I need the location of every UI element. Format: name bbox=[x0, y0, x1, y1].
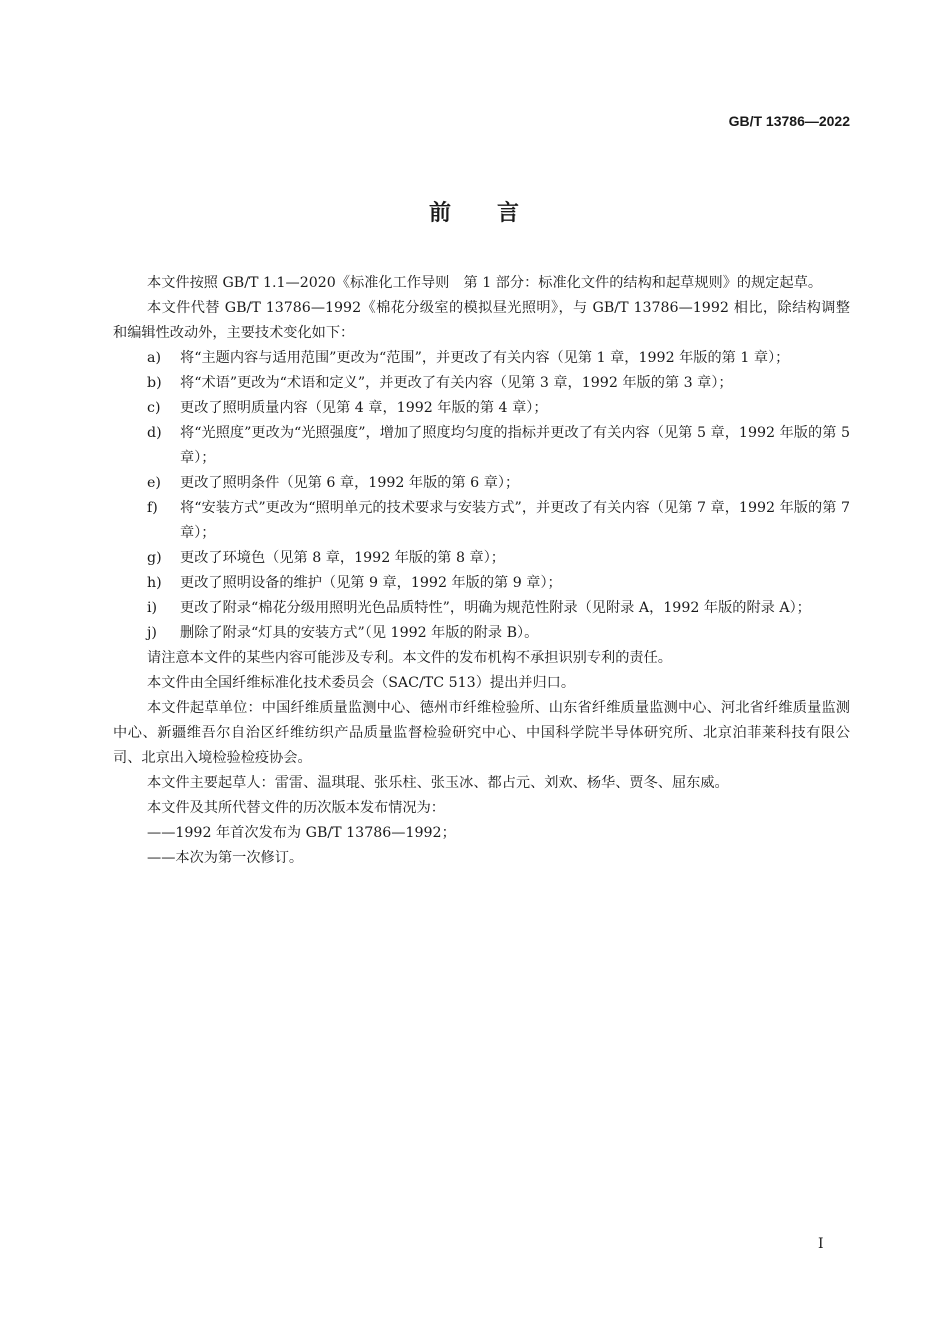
list-label: j) bbox=[147, 625, 157, 641]
paragraph: ——本次为第一次修订。 bbox=[147, 850, 304, 866]
list-item bbox=[113, 371, 850, 396]
list-item bbox=[113, 471, 850, 496]
list-item bbox=[113, 421, 850, 471]
list-label: b) bbox=[147, 375, 162, 391]
list-label: c) bbox=[147, 400, 161, 416]
list-text: 将“术语”更改为“术语和定义”，并更改了有关内容（见第 3 章，1992 年版的第 3 章）； bbox=[180, 375, 733, 391]
list-text: 将“主题内容与适用范围”更改为“范围”，并更改了有关内容（见第 1 章，1992 年版的第 1 章）； bbox=[180, 350, 790, 366]
page-title bbox=[0, 196, 950, 227]
list-item bbox=[113, 596, 850, 621]
document-number: GB/T 13786—2022 bbox=[728, 113, 850, 129]
list-text: 更改了照明质量内容（见第 4 章，1992 年版的第 4 章）； bbox=[180, 400, 548, 416]
list-text: 将“光照度”更改为“光照强度”，增加了照度均匀度的指标并更改了有关内容（见第 5 章，1992 年版的第 5 章）； bbox=[180, 425, 850, 466]
list-item bbox=[113, 571, 850, 596]
list-text: 将“安装方式”更改为“照明单元的技术要求与安装方式”，并更改了有关内容（见第 7 章，1992 年版的第 7 章）； bbox=[180, 500, 850, 541]
list-label: d) bbox=[147, 425, 162, 441]
paragraph: 请注意本文件的某些内容可能涉及专利。本文件的发布机构不承担识别专利的责任。 bbox=[147, 650, 672, 666]
list-label: e) bbox=[147, 475, 161, 491]
paragraph: 本文件及其所代替文件的历次版本发布情况为： bbox=[147, 800, 445, 816]
paragraph: 本文件由全国纤维标准化技术委员会（SAC/TC 513）提出并归口。 bbox=[147, 675, 576, 691]
list-label: h) bbox=[147, 575, 162, 591]
list-text: 更改了环境色（见第 8 章，1992 年版的第 8 章）； bbox=[180, 550, 505, 566]
list-text: 更改了附录“棉花分级用照明光色品质特性”，明确为规范性附录（见附录 A，1992 年版的附录 A）； bbox=[180, 600, 811, 616]
list-label: f) bbox=[147, 500, 158, 516]
list-item bbox=[113, 396, 850, 421]
list-text: 更改了照明设备的维护（见第 9 章，1992 年版的第 9 章）； bbox=[180, 575, 562, 591]
list-item bbox=[113, 346, 850, 371]
list-item bbox=[113, 546, 850, 571]
foreword-body bbox=[113, 271, 850, 871]
list-text: 更改了照明条件（见第 6 章，1992 年版的第 6 章）； bbox=[180, 475, 520, 491]
changes-list bbox=[113, 346, 850, 646]
list-label: g) bbox=[147, 550, 162, 566]
paragraph: 本文件代替 GB/T 13786—1992《棉花分级室的模拟昼光照明》，与 GB/T 13786—1992 相比，除结构调整和编辑性改动外，主要技术变化如下： bbox=[113, 300, 850, 341]
title-char: 言 bbox=[497, 200, 522, 226]
title-char: 前 bbox=[428, 200, 453, 226]
page-number: I bbox=[818, 1236, 824, 1252]
list-item bbox=[113, 621, 850, 646]
paragraph: 本文件按照 GB/T 1.1—2020《标准化工作导则 第 1 部分：标准化文件的结构和起草规则》的规定起草。 bbox=[147, 275, 823, 291]
list-text: 删除了附录“灯具的安装方式”（见 1992 年版的附录 B）。 bbox=[180, 625, 539, 641]
paragraph: 本文件起草单位：中国纤维质量监测中心、德州市纤维检验所、山东省纤维质量监测中心、河北省纤维质量监测中心、新疆维吾尔自治区纤维纺织产品质量监督检验研究中心、中国科学院半导体研究所、北京泊菲莱科技有限公司、北京出入境检验检疫协会。 bbox=[113, 700, 850, 766]
list-label: a) bbox=[147, 350, 161, 366]
paragraph: 本文件主要起草人：雷雷、温琪琨、张乐柱、张玉冰、都占元、刘欢、杨华、贾冬、屈东威。 bbox=[147, 775, 729, 791]
list-label: i) bbox=[147, 600, 158, 616]
paragraph: ——1992 年首次发布为 GB/T 13786—1992； bbox=[147, 825, 456, 841]
list-item bbox=[113, 496, 850, 546]
